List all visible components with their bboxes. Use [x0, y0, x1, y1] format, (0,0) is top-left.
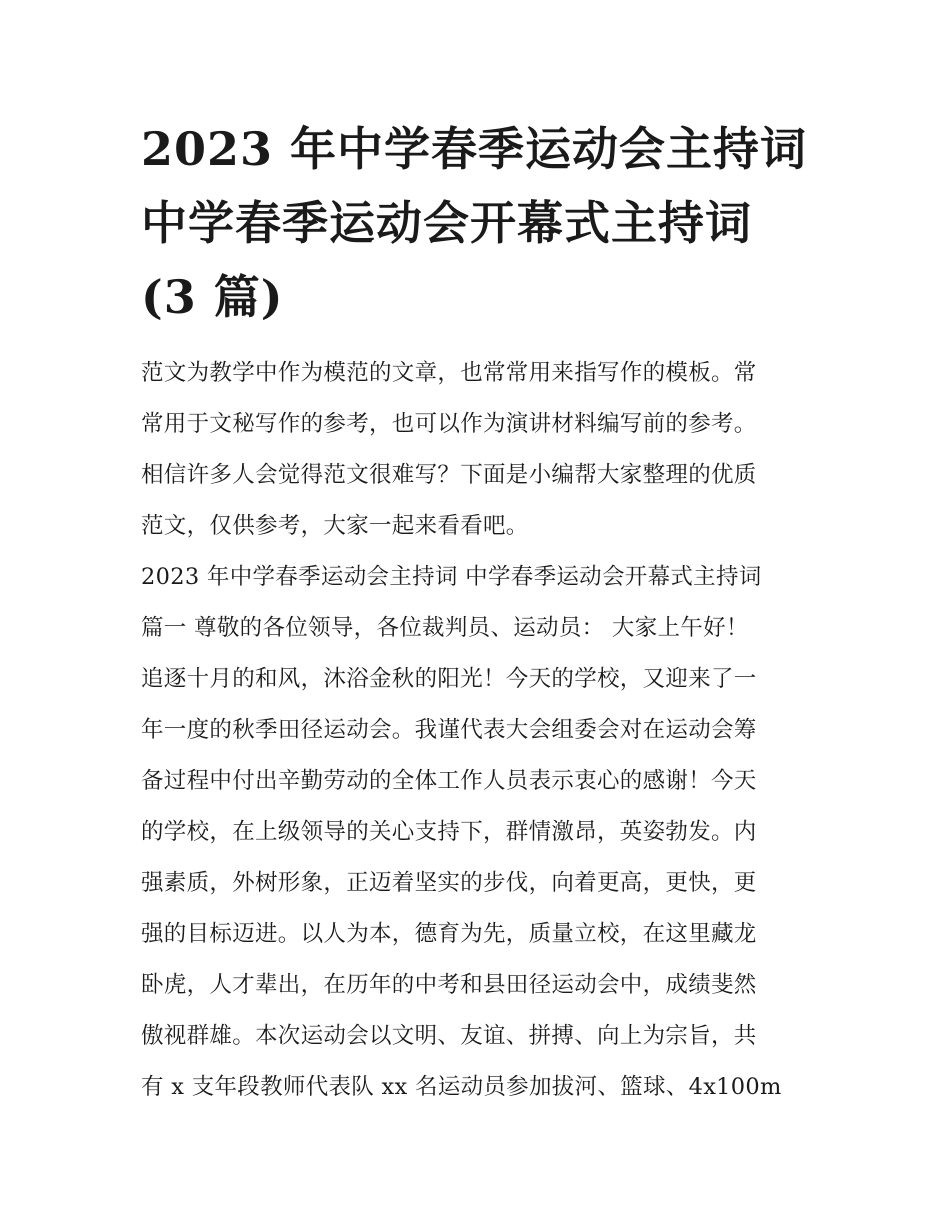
body-line: 篇一 尊敬的各位领导，各位裁判员、运动员： 大家上午好！ [141, 615, 749, 641]
body-line: 强素质，外树形象，正迈着坚实的步伐，向着更高，更快，更 [141, 870, 757, 896]
body-line: 2023 年中学春季运动会主持词 中学春季运动会开幕式主持词 [141, 564, 762, 590]
body-line: 相信许多人会觉得范文很难写？下面是小编帮大家整理的优质 [141, 462, 757, 488]
body-line: 常用于文秘写作的参考，也可以作为演讲材料编写前的参考。 [141, 411, 757, 437]
title-line: 2023 年中学春季运动会主持词 [141, 122, 808, 176]
body-line: 备过程中付出辛勤劳动的全体工作人员表示衷心的感谢！今天 [141, 768, 757, 794]
title-line: 中学春季运动会开幕式主持词 [141, 196, 752, 250]
document-page [141, 112, 813, 1113]
body-line: 强的目标迈进。以人为本，德育为先，质量立校，在这里藏龙 [141, 921, 757, 947]
body-line: 范文为教学中作为模范的文章，也常常用来指写作的模板。常 [141, 360, 757, 386]
body-line: 傲视群雄。本次运动会以文明、友谊、拼搏、向上为宗旨，共 [141, 1023, 757, 1049]
title-line: (3 篇) [141, 270, 284, 324]
body-line: 年一度的秋季田径运动会。我谨代表大会组委会对在运动会筹 [141, 717, 757, 743]
body-line: 范文，仅供参考，大家一起来看看吧。 [141, 513, 529, 539]
document-title [141, 112, 813, 334]
body-line: 卧虎，人才辈出，在历年的中考和县田径运动会中，成绩斐然 [141, 972, 757, 998]
body-line: 有 x 支年段教师代表队 xx 名运动员参加拔河、篮球、4x100m [141, 1074, 782, 1100]
document-body [141, 348, 813, 1113]
body-line: 的学校，在上级领导的关心支持下，群情激昂，英姿勃发。内 [141, 819, 757, 845]
body-line: 追逐十月的和风，沐浴金秋的阳光！今天的学校，又迎来了一 [141, 666, 757, 692]
